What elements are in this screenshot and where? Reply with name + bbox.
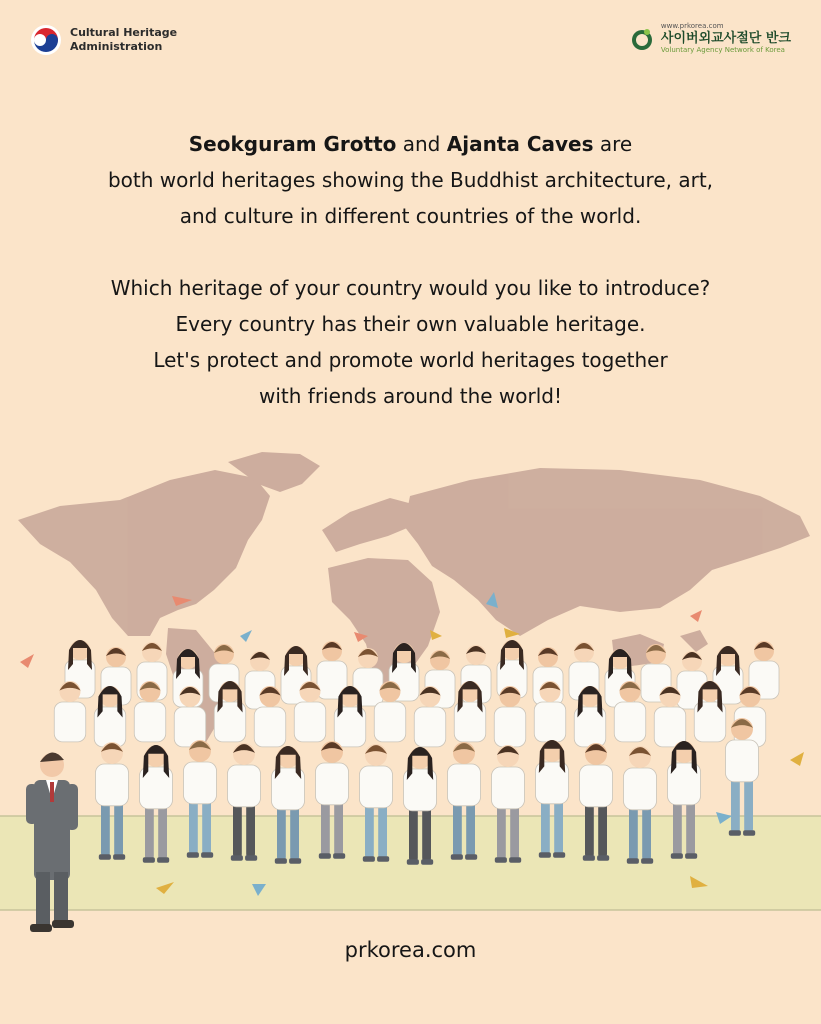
org-name-line1: Cultural Heritage [70, 26, 178, 39]
intro-message [20, 126, 801, 414]
government-emblem-icon [30, 24, 62, 56]
paper-plane-icon [240, 630, 252, 642]
vank-logo-icon [629, 26, 655, 52]
heritage-name-2: Ajanta Caves [446, 132, 594, 156]
partner-url: www.prkorea.com [660, 22, 724, 30]
heritage-name-1: Seokguram Grotto [188, 132, 397, 156]
partner-name-ko: 사이버외교사절단 반크 [660, 31, 791, 46]
message-line-1 [20, 126, 801, 162]
vank-logo [629, 22, 791, 55]
paper-plane-icon [790, 752, 804, 766]
org-name-line2: Administration [70, 40, 163, 53]
message-line-4: Which heritage of your country would you like to introduce? [110, 276, 711, 300]
message-and: and [396, 132, 447, 156]
message-are: are [593, 132, 633, 156]
message-line-6: Let's protect and promote world heritages together [153, 348, 668, 372]
org-name [70, 26, 177, 54]
paper-plane-icon [430, 630, 442, 640]
footer-url: prkorea.com [344, 938, 477, 962]
paper-plane-icon [690, 610, 702, 622]
illustration [0, 440, 821, 940]
message-line-2: both world heritages showing the Buddhist architecture, art, [107, 168, 714, 192]
cha-logo [30, 24, 177, 56]
message-line-7: with friends around the world! [258, 384, 562, 408]
message-line-5: Every country has their own valuable heritage. [175, 312, 646, 336]
paper-plane-icon [20, 654, 34, 668]
partner-name-en: Voluntary Agency Network of Korea [660, 46, 785, 54]
message-line-3: and culture in different countries of the world. [179, 204, 642, 228]
